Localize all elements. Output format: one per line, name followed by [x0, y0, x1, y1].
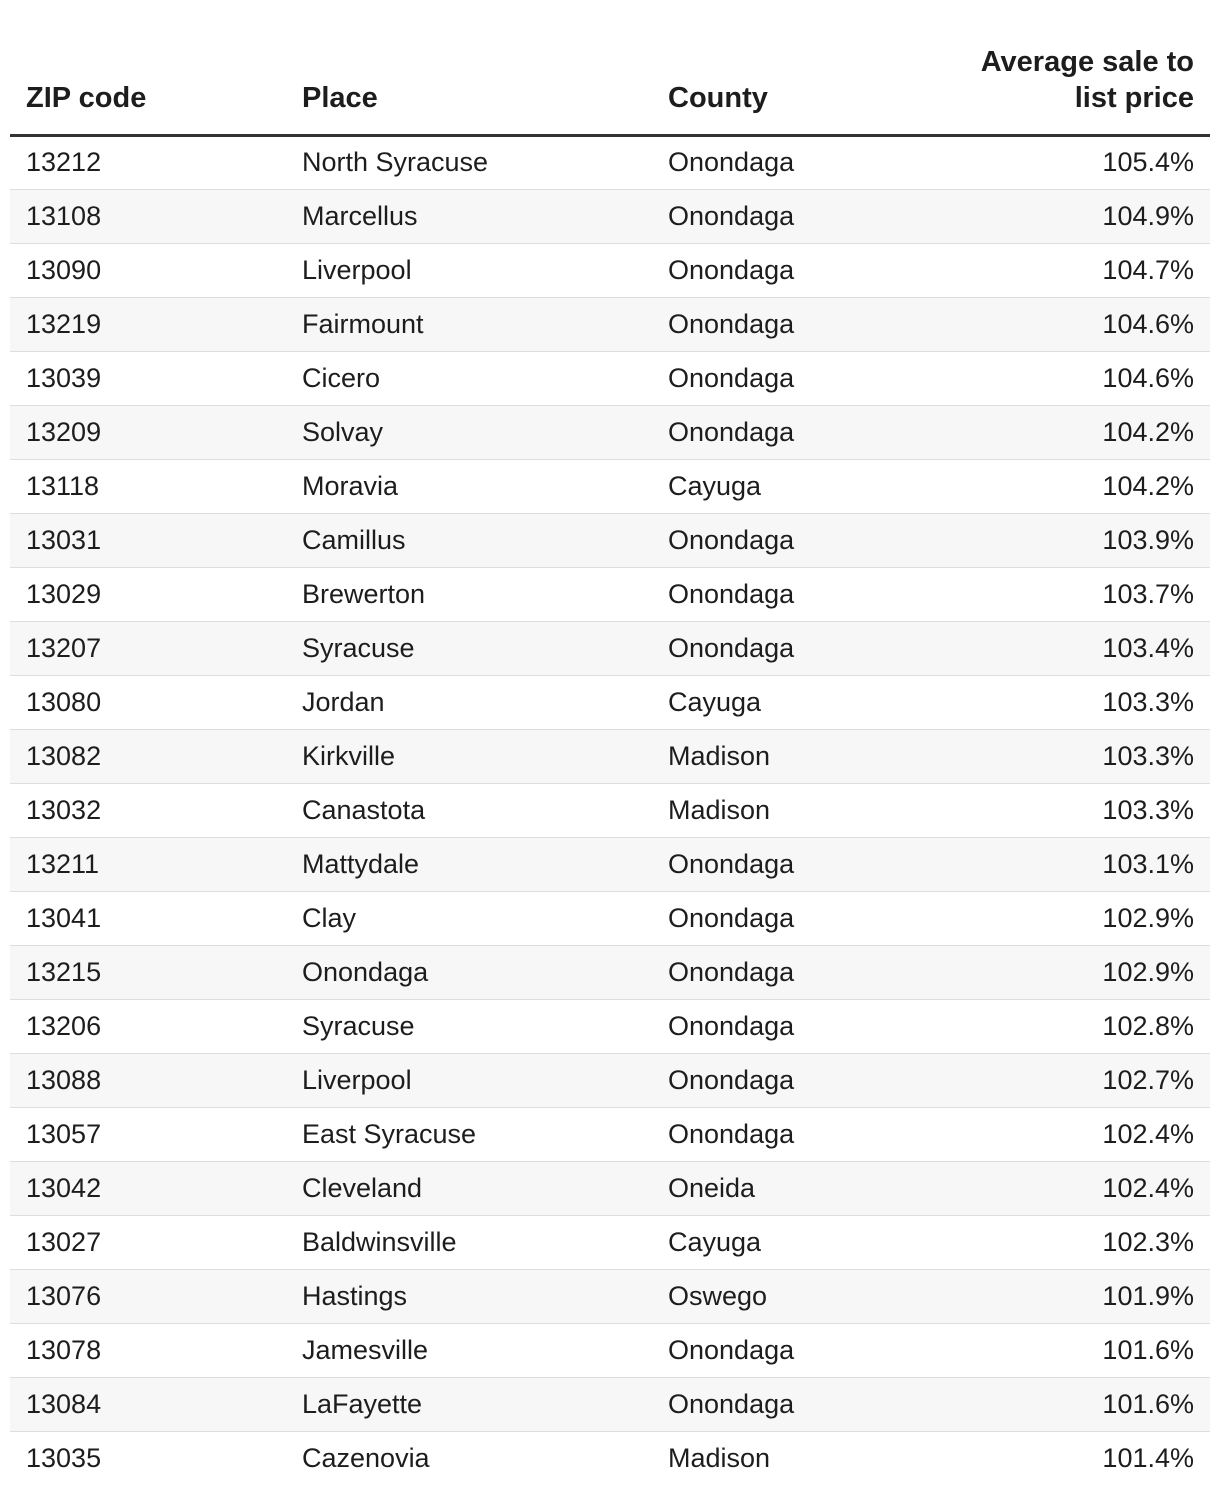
- table-row: [10, 1323, 1210, 1377]
- header-label-text: Average sale to list price: [980, 45, 1194, 114]
- zip-code-cell: 13080: [26, 686, 102, 717]
- place-cell: Fairmount: [302, 308, 424, 339]
- sale-to-list-cell: 103.4%: [1102, 632, 1194, 663]
- table-row: [10, 351, 1210, 405]
- table-row: [10, 1053, 1210, 1107]
- county-cell: Onondaga: [668, 254, 795, 285]
- sale-to-list-cell: 104.6%: [1102, 362, 1194, 393]
- sale-to-list-cell: 104.7%: [1102, 254, 1194, 285]
- county-cell: Oswego: [668, 1280, 768, 1311]
- place-cell: Hastings: [302, 1280, 408, 1311]
- place-cell: Camillus: [302, 524, 406, 555]
- place-cell: East Syracuse: [302, 1118, 477, 1149]
- zip-code-cell: 13215: [26, 956, 102, 987]
- table-row: [10, 189, 1210, 243]
- sale-to-list-cell: 103.3%: [1102, 794, 1194, 825]
- sale-to-list-cell: 101.9%: [1102, 1280, 1194, 1311]
- table-row: [10, 891, 1210, 945]
- table-row: [10, 729, 1210, 783]
- place-cell: Cicero: [302, 362, 381, 393]
- zip-code-cell: 13076: [26, 1280, 102, 1311]
- sale-to-list-cell: 101.6%: [1102, 1334, 1194, 1365]
- column-header-zip-code: ZIP code: [26, 81, 147, 114]
- county-cell: Cayuga: [668, 686, 762, 717]
- county-cell: Cayuga: [668, 1226, 762, 1257]
- county-cell: Onondaga: [668, 632, 795, 663]
- sale-to-list-cell: 102.4%: [1102, 1172, 1194, 1203]
- sale-to-list-cell: 104.2%: [1102, 470, 1194, 501]
- zip-code-cell: 13090: [26, 254, 102, 285]
- column-header-county: County: [668, 81, 768, 114]
- table-row: [10, 135, 1210, 189]
- county-cell: Onondaga: [668, 578, 795, 609]
- county-cell: Onondaga: [668, 848, 795, 879]
- zip-code-cell: 13078: [26, 1334, 102, 1365]
- zip-code-cell: 13082: [26, 740, 102, 771]
- sale-to-list-cell: 103.9%: [1102, 524, 1194, 555]
- county-cell: Onondaga: [668, 1064, 795, 1095]
- county-cell: Onondaga: [668, 200, 795, 231]
- sale-to-list-cell: 102.9%: [1102, 902, 1194, 933]
- table-body: [10, 135, 1210, 1485]
- place-cell: Baldwinsville: [302, 1226, 457, 1257]
- sale-to-list-cell: 104.6%: [1102, 308, 1194, 339]
- county-cell: Onondaga: [668, 902, 795, 933]
- zip-code-cell: 13041: [26, 902, 102, 933]
- place-cell: North Syracuse: [302, 147, 489, 177]
- column-header-place: Place: [302, 81, 378, 114]
- sale-to-list-cell: 104.2%: [1102, 416, 1194, 447]
- table-row: [10, 1215, 1210, 1269]
- place-cell: Kirkville: [302, 740, 396, 771]
- table-row: [10, 675, 1210, 729]
- county-cell: Onondaga: [668, 1118, 795, 1149]
- place-cell: Cazenovia: [302, 1442, 430, 1473]
- sale-to-list-cell: 104.9%: [1102, 200, 1194, 231]
- sale-to-list-cell: 102.8%: [1102, 1010, 1194, 1041]
- table-row: [10, 621, 1210, 675]
- table-row: [10, 1431, 1210, 1485]
- sale-to-list-cell: 102.9%: [1102, 956, 1194, 987]
- sale-to-list-cell: 103.7%: [1102, 578, 1194, 609]
- table-row: [10, 999, 1210, 1053]
- sale-to-list-cell: 101.6%: [1102, 1388, 1194, 1419]
- table-row: [10, 1107, 1210, 1161]
- sale-to-list-cell: 102.7%: [1102, 1064, 1194, 1095]
- county-cell: Onondaga: [668, 1334, 795, 1365]
- zip-code-cell: 13029: [26, 578, 102, 609]
- table-row: [10, 513, 1210, 567]
- zip-code-cell: 13032: [26, 794, 102, 825]
- sale-to-list-cell: 102.3%: [1102, 1226, 1194, 1257]
- place-cell: Marcellus: [302, 200, 418, 231]
- county-cell: Onondaga: [668, 147, 795, 177]
- sale-to-list-cell: 103.3%: [1102, 686, 1194, 717]
- county-cell: Onondaga: [668, 1388, 795, 1419]
- table-header: [10, 0, 1210, 135]
- zip-code-cell: 13219: [26, 308, 102, 339]
- table-row: [10, 1269, 1210, 1323]
- county-cell: Oneida: [668, 1172, 756, 1203]
- place-cell: Liverpool: [302, 1064, 412, 1095]
- place-cell: Brewerton: [302, 578, 426, 609]
- zip-code-cell: 13084: [26, 1388, 102, 1419]
- zip-code-cell: 13031: [26, 524, 102, 555]
- place-cell: Syracuse: [302, 632, 415, 663]
- zip-code-cell: 13212: [26, 147, 102, 177]
- place-cell: Canastota: [302, 794, 426, 825]
- zip-code-cell: 13035: [26, 1442, 102, 1473]
- sale-to-list-cell: 101.4%: [1102, 1442, 1194, 1473]
- county-cell: Onondaga: [668, 362, 795, 393]
- county-cell: Onondaga: [668, 524, 795, 555]
- place-cell: Liverpool: [302, 254, 412, 285]
- zip-code-cell: 13206: [26, 1010, 102, 1041]
- table-row: [10, 1161, 1210, 1215]
- place-cell: Onondaga: [302, 956, 429, 987]
- data-table: [10, 0, 1210, 1485]
- zip-code-cell: 13039: [26, 362, 102, 393]
- place-cell: Jamesville: [302, 1334, 429, 1365]
- table-row: [10, 837, 1210, 891]
- place-cell: Clay: [302, 902, 357, 933]
- zip-code-cell: 13118: [26, 470, 100, 501]
- sale-to-list-cell: 102.4%: [1102, 1118, 1194, 1149]
- sale-to-list-cell: 103.1%: [1102, 848, 1194, 879]
- table-row: [10, 243, 1210, 297]
- table-row: [10, 405, 1210, 459]
- place-cell: Solvay: [302, 416, 384, 447]
- header-row: [10, 0, 1210, 135]
- place-cell: Syracuse: [302, 1010, 415, 1041]
- county-cell: Cayuga: [668, 470, 762, 501]
- column-header-average-sale-to-list-price: [942, 0, 1210, 135]
- zip-code-cell: 13207: [26, 632, 102, 663]
- table-row: [10, 783, 1210, 837]
- table-row: [10, 297, 1210, 351]
- zip-code-cell: 13057: [26, 1118, 102, 1149]
- zip-code-cell: 13211: [26, 848, 100, 879]
- county-cell: Onondaga: [668, 1010, 795, 1041]
- place-cell: Mattydale: [302, 848, 420, 879]
- zip-code-cell: 13108: [26, 200, 102, 231]
- county-cell: Onondaga: [668, 416, 795, 447]
- sale-to-list-cell: 103.3%: [1102, 740, 1194, 771]
- sale-to-list-cell: 105.4%: [1102, 147, 1194, 177]
- county-cell: Onondaga: [668, 956, 795, 987]
- place-cell: LaFayette: [302, 1388, 423, 1419]
- table-row: [10, 945, 1210, 999]
- place-cell: Jordan: [302, 686, 385, 717]
- county-cell: Madison: [668, 1442, 771, 1473]
- zip-code-cell: 13209: [26, 416, 102, 447]
- zip-code-cell: 13042: [26, 1172, 102, 1203]
- table-row: [10, 459, 1210, 513]
- place-cell: Moravia: [302, 470, 399, 501]
- county-cell: Madison: [668, 740, 771, 771]
- table-row: [10, 567, 1210, 621]
- place-cell: Cleveland: [302, 1172, 423, 1203]
- county-cell: Madison: [668, 794, 771, 825]
- data-table-container: [10, 0, 1210, 1485]
- county-cell: Onondaga: [668, 308, 795, 339]
- table-row: [10, 1377, 1210, 1431]
- zip-code-cell: 13027: [26, 1226, 102, 1257]
- zip-code-cell: 13088: [26, 1064, 102, 1095]
